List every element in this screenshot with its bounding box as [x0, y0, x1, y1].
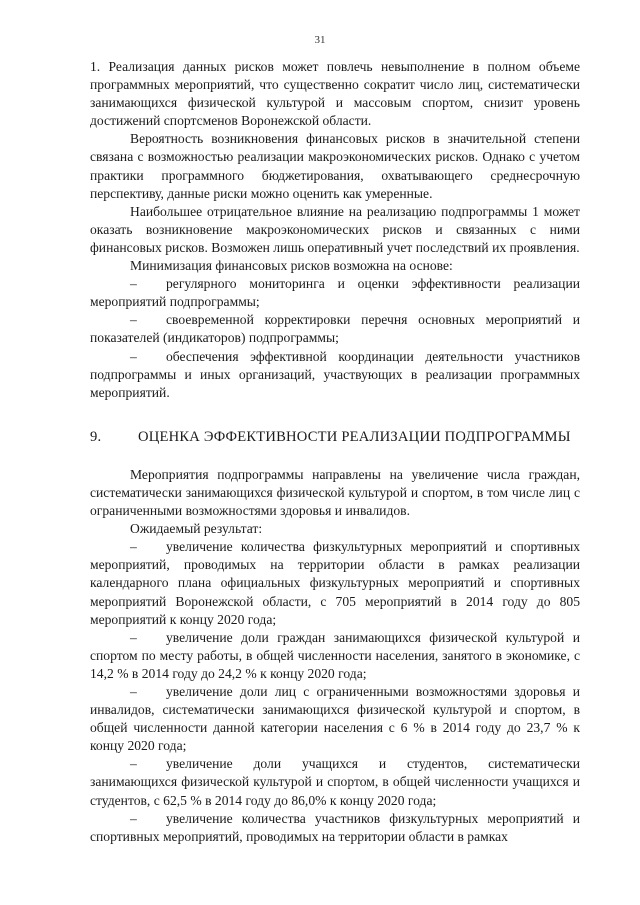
list-item	[90, 683, 580, 755]
paragraph-section-intro: Мероприятия подпрограммы направлены на увеличение числа граждан, систематически занимающихся физической культурой и спортом, в том числе лиц с ограниченными возможностями здоровья и инвалидов.	[90, 466, 580, 519]
list-item	[90, 629, 580, 683]
dash-marker: –	[130, 629, 137, 645]
dash-marker: –	[130, 756, 137, 772]
list-item-text: регулярного мониторинга и оценки эффективности реализации мероприятий подпрограммы;	[90, 276, 580, 310]
list-item	[90, 311, 580, 347]
section-heading	[90, 428, 580, 446]
dash-marker: –	[130, 312, 137, 328]
list-item-text: увеличение доли учащихся и студентов, систематически занимающихся физической культурой и спортом, в общей численности учащихся и студентов, с 62,5 % в 2014 году до 86,0% к концу 2020 года;	[90, 756, 580, 808]
list-item-text: увеличение доли граждан занимающихся физической культурой и спортом по месту работы, в общей численности населения, занятого в экономике, с 14,2 % в 2014 году до 24,2 % к концу 2020 года;	[90, 629, 580, 681]
list-item	[90, 538, 580, 628]
list-item-text: увеличение количества физкультурных мероприятий и спортивных мероприятий, проводимых на территории области в рамках реализации календарного плана официальных физкультурных мероприятий и спортивных мероприятий Воронежской области, с 705 мероприятий в 2014 году до 805 мероприятий к концу 2020 года;	[90, 539, 580, 627]
dash-marker: –	[130, 276, 137, 292]
dash-marker: –	[130, 539, 137, 555]
expected-result-label: Ожидаемый результат:	[130, 521, 263, 537]
paragraph-minimization-intro: Минимизация финансовых рисков возможна на основе:	[130, 258, 453, 274]
list-item-text: обеспечения эффективной координации деятельности участников подпрограммы и иных организаций, участвующих в реализации программных мероприятий.	[90, 348, 580, 400]
list-item	[90, 348, 580, 402]
dash-marker: –	[130, 810, 137, 826]
list-item	[90, 755, 580, 809]
paragraph-greatest-influence: Наибольшее отрицательное влияние на реализацию подпрограммы 1 может оказать возникновение макроэкономических рисков и связанных с ними финансовых рисков. Возможен лишь оперативный учет последствий их проявления.	[90, 203, 580, 255]
dash-marker: –	[130, 348, 137, 364]
list-item-text: своевременной корректировки перечня основных мероприятий и показателей (индикаторов) подпрограммы;	[90, 312, 580, 346]
page-number: 31	[314, 34, 326, 46]
section-title: ОЦЕНКА ЭФФЕКТИВНОСТИ РЕАЛИЗАЦИИ ПОДПРОГРАММЫ	[138, 428, 571, 445]
list-item-text: увеличение количества участников физкультурных мероприятий и спортивных мероприятий, проводимых на территории области в рамках	[90, 810, 580, 844]
paragraph-risks: 1. Реализация данных рисков может повлечь невыполнение в полном объеме программных мероприятий, что существенно сократит число лиц, систематически занимающихся физической культурой и массовым спортом, снизит уровень достижений спортсменов Воронежской области.	[90, 59, 580, 129]
paragraph-financial-risk-probability: Вероятность возникновения финансовых рисков в значительной степени связана с возможностью реализации макроэкономических рисков. Однако с учетом практики программного бюджетирования, охватывающего среднесрочную перспективу, данные риски можно оценить как умеренные.	[90, 131, 580, 201]
list-item	[90, 275, 580, 311]
dash-marker: –	[130, 684, 137, 699]
section-number: 9.	[90, 428, 102, 445]
document-body	[90, 58, 580, 846]
list-item	[90, 810, 580, 846]
list-item-text: увеличение доли лиц с ограниченными возможностями здоровья и инвалидов, систематически занимающихся физической культурой и спортом, в общей численности данной категории населения с 6 % в 2014 году до 23,7 % к концу 2020 года;	[90, 684, 580, 754]
